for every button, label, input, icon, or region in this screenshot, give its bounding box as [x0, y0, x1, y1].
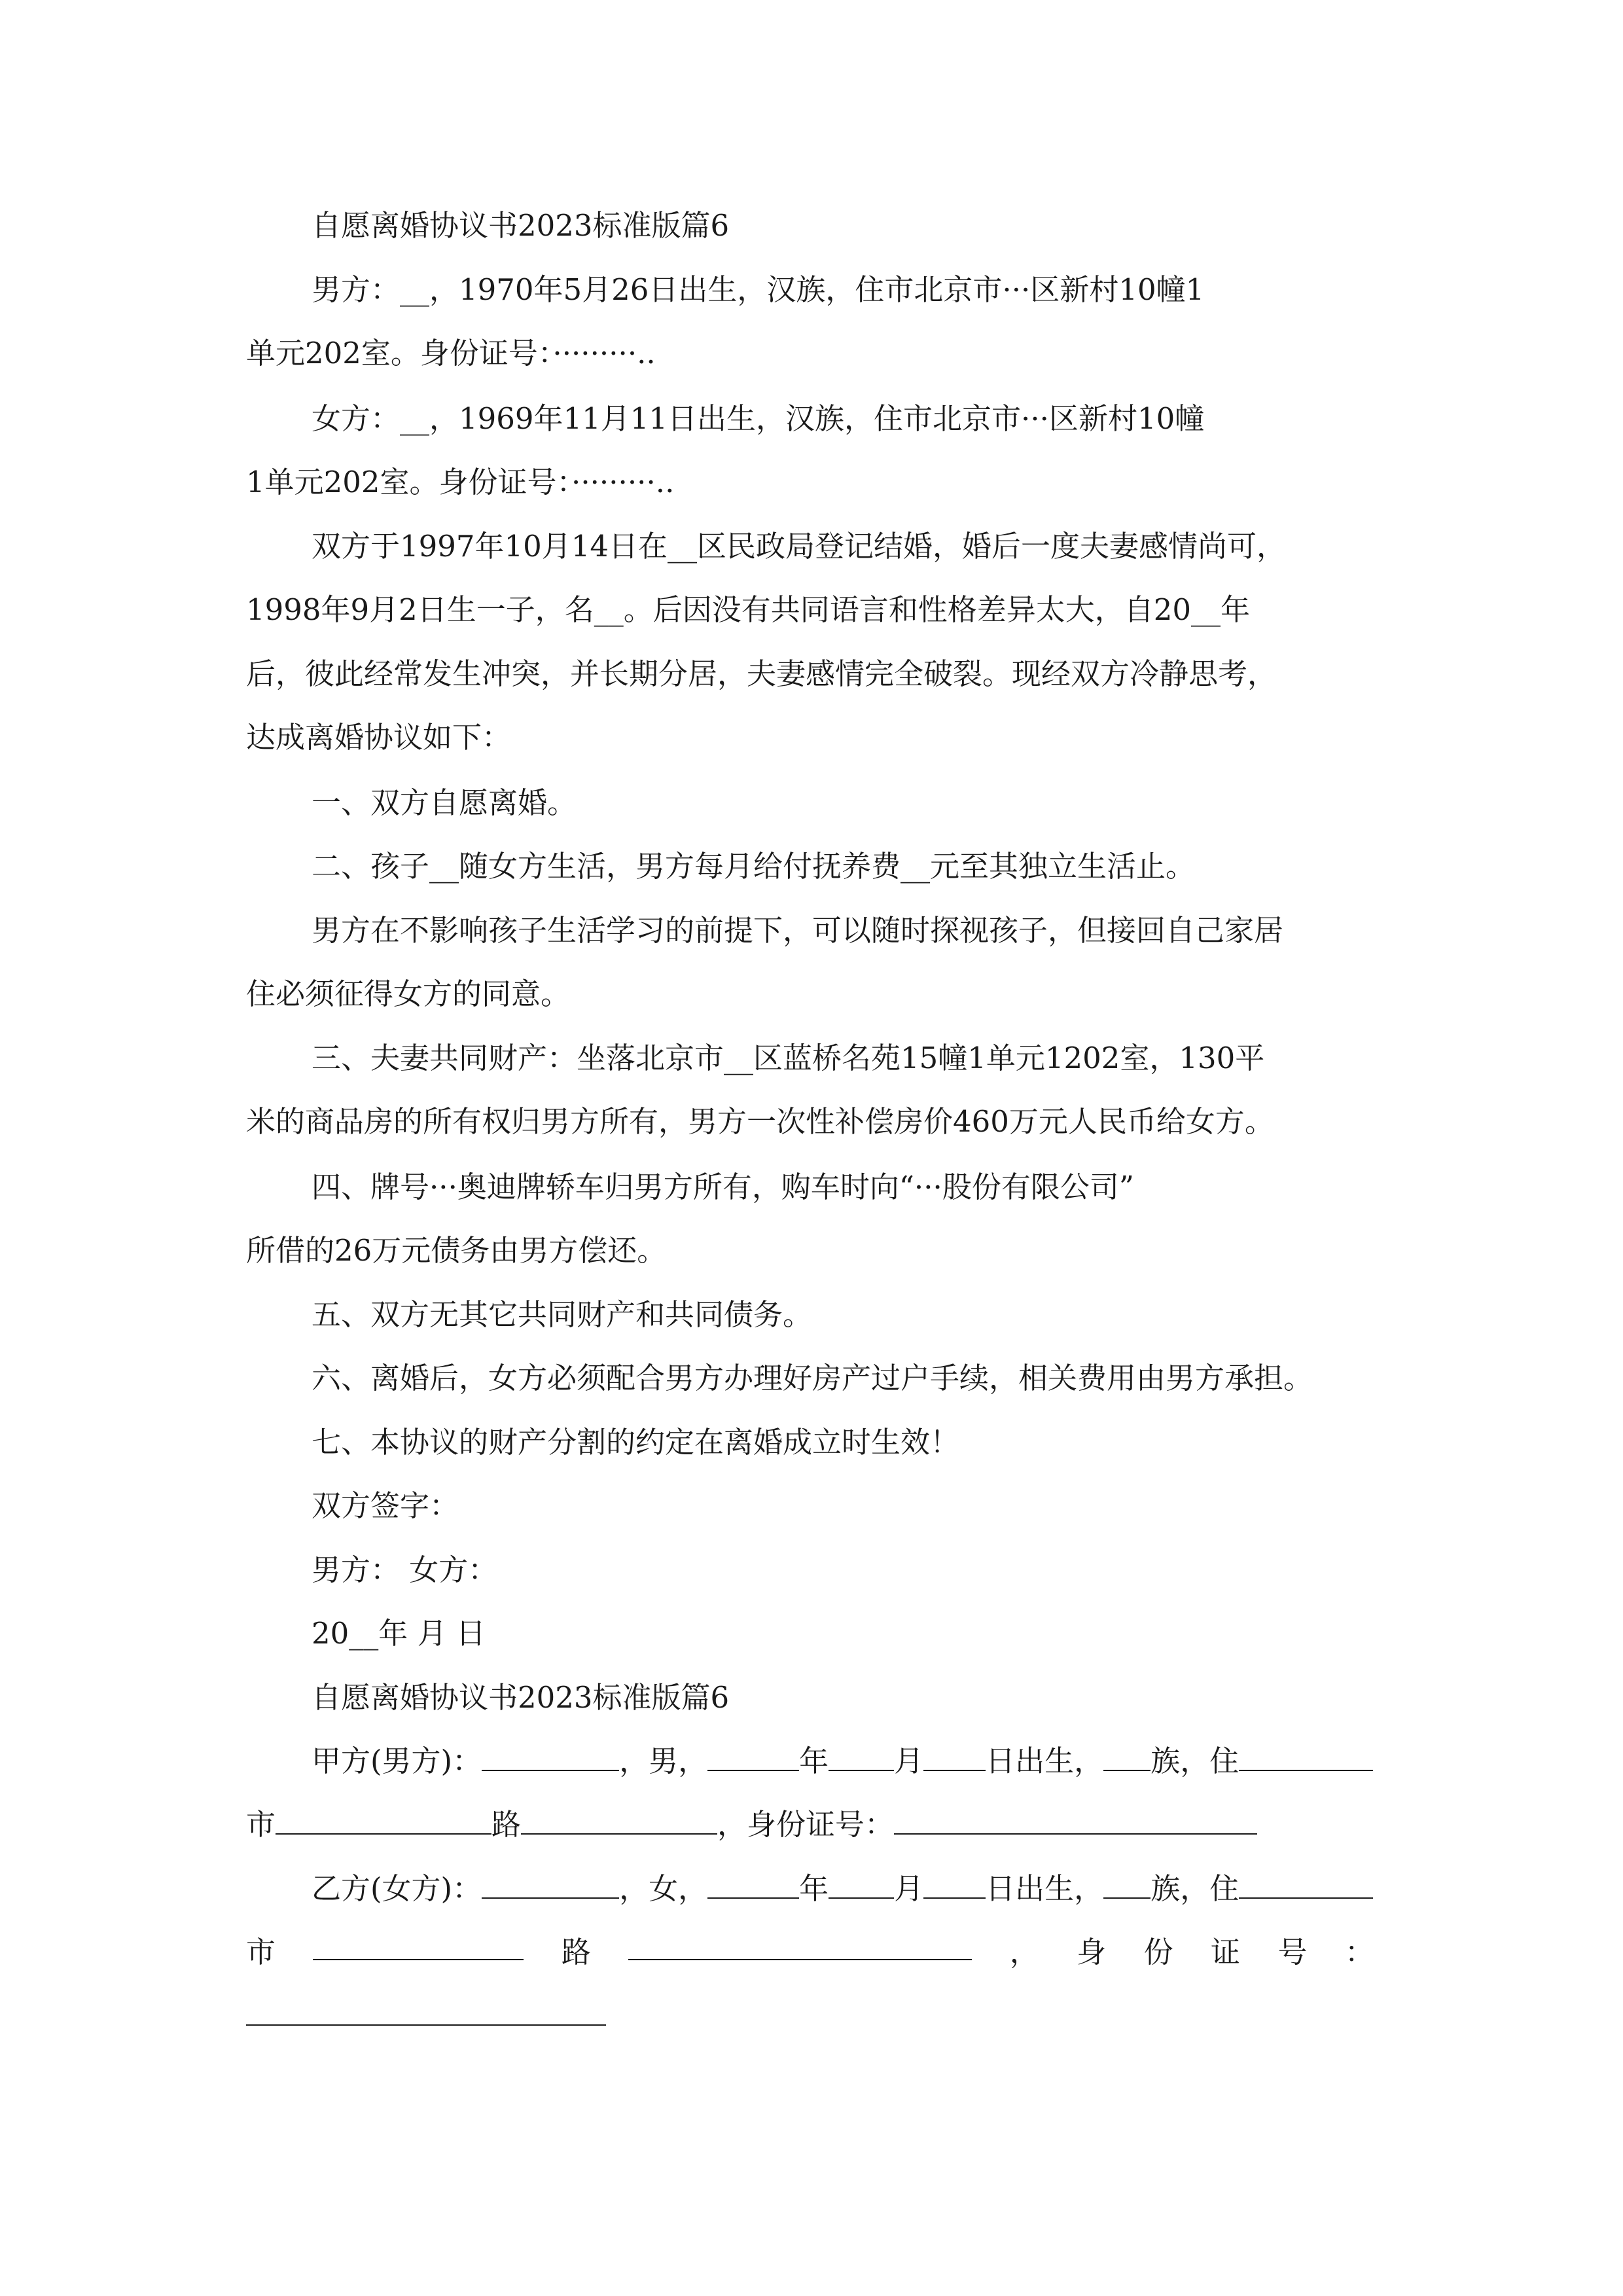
- party-b-label: 乙方(女方)：: [312, 1871, 482, 1906]
- female-party-line-2: 1单元202室。身份证号：·········..: [246, 465, 675, 499]
- clause-3-line-1: 三、夫妻共同财产：坐落北京市__区蓝桥名苑15幢1单元1202室，130平: [312, 1041, 1265, 1075]
- clause-4-line-2: 所借的26万元债务由男方偿还。: [246, 1233, 667, 1268]
- party-a-ethnic-blank: [1103, 1744, 1150, 1771]
- party-b-id-char-1: 身: [1077, 1935, 1107, 1969]
- intro-line-1: 双方于1997年10月14日在__区民政局登记结婚，婚后一度夫妻感情尚可，: [312, 529, 1287, 564]
- intro-line-3: 后，彼此经常发生冲突，并长期分居，夫妻感情完全破裂。现经双方冷静思考，: [246, 656, 1277, 691]
- party-b-id-char-2: 份: [1143, 1935, 1173, 1969]
- intro-line-2: 1998年9月2日生一子，名__。后因没有共同语言和性格差异太大，自20__年: [246, 592, 1251, 627]
- document-title: 自愿离婚协议书2023标准版篇6: [312, 208, 730, 243]
- party-b-born-label: 日出生，: [986, 1871, 1104, 1906]
- clause-4-line-1: 四、牌号···奥迪牌轿车归男方所有，购车时向“···股份有限公司”: [312, 1170, 1134, 1204]
- party-a-ethnic-label: 族，住: [1150, 1744, 1240, 1778]
- signature-parties: 男方： 女方：: [312, 1552, 498, 1587]
- party-a-day-blank: [923, 1744, 986, 1771]
- form-party-b-line-3: [246, 1996, 606, 2036]
- party-b-month-label: 月: [894, 1871, 924, 1906]
- party-b-year-label: 年: [799, 1871, 829, 1906]
- party-b-day-blank: [923, 1871, 986, 1899]
- party-a-born-label: 日出生，: [986, 1744, 1104, 1778]
- party-b-road-blank: [628, 1933, 972, 1960]
- visitation-line-1: 男方在不影响孩子生活学习的前提下，可以随时探视孩子，但接回自己家居: [312, 913, 1284, 948]
- party-b-city-blank: [313, 1933, 524, 1960]
- party-a-city-blank: [276, 1807, 491, 1835]
- party-b-name-blank: [482, 1871, 619, 1899]
- party-a-id-blank: [894, 1807, 1257, 1835]
- party-a-year-label: 年: [799, 1744, 829, 1778]
- visitation-line-2: 住必须征得女方的同意。: [246, 977, 571, 1011]
- female-party-line-1: 女方：__，1969年11月11日出生，汉族，住市北京市···区新村10幢: [312, 401, 1205, 436]
- party-a-road-label: 路: [491, 1807, 522, 1842]
- clause-5: 五、双方无其它共同财产和共同债务。: [312, 1297, 813, 1332]
- clause-7: 七、本协议的财产分割的约定在离婚成立时生效！: [312, 1425, 960, 1460]
- signature-label: 双方签字：: [312, 1488, 459, 1523]
- party-a-residence-blank: [1239, 1744, 1373, 1771]
- party-b-ethnic-label: 族，住: [1150, 1871, 1240, 1906]
- party-a-label: 甲方(男方)：: [312, 1744, 482, 1778]
- clause-1: 一、双方自愿离婚。: [312, 785, 577, 820]
- party-a-name-blank: [482, 1744, 619, 1771]
- party-a-month-label: 月: [894, 1744, 924, 1778]
- party-b-year-blank: [707, 1871, 799, 1899]
- signature-date: 20__年 月 日: [312, 1616, 486, 1651]
- party-b-road-label: 路: [561, 1935, 591, 1969]
- party-a-id-label: ，身份证号：: [717, 1807, 895, 1842]
- form-party-a-line-1: [312, 1742, 1373, 1781]
- party-b-gender: ，女，: [619, 1871, 708, 1906]
- party-b-residence-blank: [1239, 1871, 1373, 1899]
- male-party-line-2: 单元202室。身份证号：·········..: [246, 336, 656, 370]
- form-party-b-line-1: [312, 1869, 1373, 1909]
- party-a-month-blank: [829, 1744, 894, 1771]
- party-b-ethnic-blank: [1103, 1871, 1150, 1899]
- party-b-city-label: 市: [246, 1935, 276, 1969]
- party-b-id-char-4: 号: [1277, 1935, 1308, 1969]
- form-party-a-line-2: [246, 1805, 1257, 1844]
- clause-6: 六、离婚后，女方必须配合男方办理好房产过户手续，相关费用由男方承担。: [312, 1361, 1313, 1395]
- document-title-2: 自愿离婚协议书2023标准版篇6: [312, 1680, 730, 1715]
- party-a-gender: ，男，: [619, 1744, 708, 1778]
- party-b-id-char-5: ：: [1344, 1935, 1374, 1969]
- male-party-line-1: 男方：__，1970年5月26日出生，汉族，住市北京市···区新村10幢1: [312, 272, 1205, 307]
- party-a-year-blank: [707, 1744, 799, 1771]
- intro-line-4: 达成离婚协议如下：: [246, 720, 512, 755]
- party-a-road-blank: [521, 1807, 717, 1835]
- form-party-b-line-2: [246, 1933, 1374, 1972]
- party-b-id-blank: [246, 1998, 606, 2026]
- party-b-comma: ，: [1009, 1935, 1039, 1969]
- clause-3-line-2: 米的商品房的所有权归男方所有，男方一次性补偿房价460万元人民币给女方。: [246, 1104, 1274, 1139]
- clause-2: 二、孩子__随女方生活，男方每月给付抚养费__元至其独立生活止。: [312, 849, 1196, 884]
- party-a-city-label: 市: [246, 1807, 276, 1842]
- party-b-id-char-3: 证: [1211, 1935, 1241, 1969]
- party-b-month-blank: [829, 1871, 894, 1899]
